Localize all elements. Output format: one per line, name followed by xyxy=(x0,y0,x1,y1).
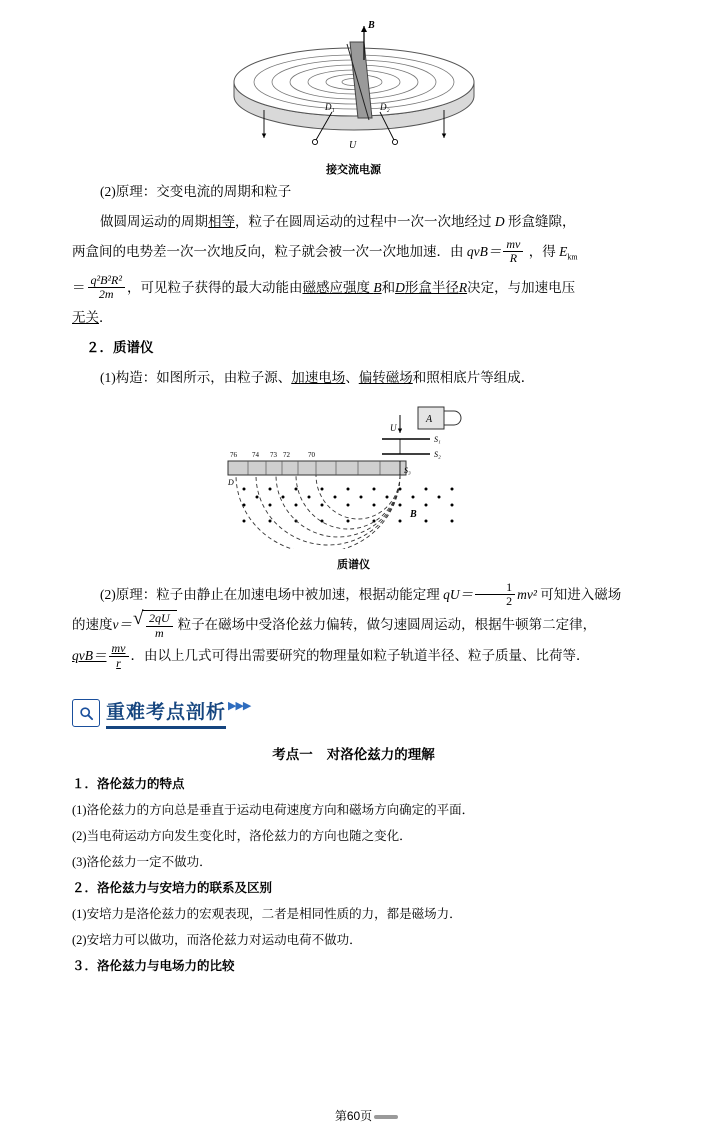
formula-qU: qU＝ xyxy=(443,586,474,602)
text-run: 形盒缝隙， xyxy=(508,214,576,229)
text-run: ，得 xyxy=(528,244,556,259)
fraction-numerator: √ 2qU xyxy=(149,611,170,626)
search-icon-glyph xyxy=(79,706,94,721)
underline-run: 相等 xyxy=(208,214,235,229)
kaodian-heading xyxy=(72,743,635,763)
label-S3: S₃ xyxy=(403,465,411,475)
scale-76: 76 xyxy=(229,450,237,459)
fraction-numerator: mv xyxy=(506,237,521,252)
list-item: (2)安培力可以做功，而洛伦兹力对运动电荷不做功． xyxy=(72,933,362,948)
text-run: 决定，与加速电压 xyxy=(467,279,576,295)
formula-v-equals: v＝ xyxy=(112,616,132,632)
underline-run: 无关 xyxy=(72,309,99,325)
section-banner xyxy=(72,697,635,729)
fraction-mv2-r xyxy=(109,642,129,669)
page-footer xyxy=(0,1107,707,1124)
cyclotron-diagram xyxy=(204,14,504,154)
fraction-denominator: 2 xyxy=(475,594,515,608)
scale-74: 74 xyxy=(251,450,259,459)
formula-qvB: qvB＝ xyxy=(466,244,502,259)
label-D: D xyxy=(227,477,234,487)
paragraph-principle-1 xyxy=(72,177,635,207)
text-run: ，可见粒子获得的最大动能由 xyxy=(126,279,303,295)
text-run: ．由以上几式可得出需要研究的物理量如粒子轨道半径、粒子质量、比荷等． xyxy=(130,648,590,664)
text-run: 交变电流的周期和粒子 xyxy=(156,184,292,199)
label-S2: S₂ xyxy=(433,449,441,459)
symbol-Ek: E xyxy=(559,244,568,259)
underline-run: 偏转磁场 xyxy=(358,369,413,385)
label-U: U xyxy=(389,422,396,433)
label-B: B xyxy=(409,508,417,520)
label-U: U xyxy=(348,140,356,151)
text-label: (2)原理： xyxy=(100,184,157,199)
formula-qvB: qvB＝ xyxy=(72,648,107,664)
fraction-denominator: r xyxy=(109,656,129,670)
paragraph-structure xyxy=(72,363,635,393)
text-run: 两盒间的电势差一次一次地反向，粒子就会被一次一次地加速．由 xyxy=(72,244,464,259)
fraction-numerator: mv xyxy=(111,641,126,656)
list-item: (2)当电荷运动方向发生变化时，洛伦兹力的方向也随之变化． xyxy=(72,829,412,844)
label-S1: S₁ xyxy=(433,434,441,444)
kaodian-label: 考点一 xyxy=(272,747,313,763)
text-run: 、 xyxy=(345,369,359,385)
text-run: (2)原理：粒子由静止在加速电场中被加速，根据动能定理 xyxy=(100,586,440,602)
fraction-one-half xyxy=(475,581,515,608)
figure1-caption: 接交流电源 xyxy=(326,164,381,176)
symbol-D: D xyxy=(494,214,505,229)
page-number-box xyxy=(335,1107,372,1124)
fraction-denominator: 2m xyxy=(88,287,125,301)
text-run: 和照相底片等组成． xyxy=(412,369,535,385)
fraction-q2B2R2-2m xyxy=(88,274,125,301)
label-D2: D₂ xyxy=(379,102,390,112)
label-B: B xyxy=(367,20,375,31)
figure2-caption: 质谱仪 xyxy=(337,558,370,571)
symbol-R: R xyxy=(458,279,468,295)
scale-70: 70 xyxy=(307,450,315,459)
heading-mass-spectrometer: ２．质谱仪 xyxy=(86,339,154,355)
scale-72: 72 xyxy=(282,450,290,459)
mass-spectrometer-diagram xyxy=(204,399,504,549)
heading-lorentz-features: １．洛伦兹力的特点 xyxy=(72,777,185,792)
text-run: 做圆周运动的周期 xyxy=(100,214,208,229)
text-run: 粒子在磁场中受洛伦兹力偏转，做匀速圆周运动，根据牛顿第二定律， xyxy=(177,616,597,632)
paragraph-spec-principle-3 xyxy=(72,641,635,671)
figure-cyclotron xyxy=(204,0,504,177)
symbol-B: B xyxy=(373,279,382,295)
symbol-D: D xyxy=(395,279,405,295)
list-item: (3)洛伦兹力一定不做功． xyxy=(72,855,212,870)
fraction-2qU-m xyxy=(146,612,173,639)
text-run: ． xyxy=(99,309,113,325)
paragraph-principle-2 xyxy=(72,207,635,237)
text-run: 可知进入磁场 xyxy=(540,586,622,602)
search-icon xyxy=(72,699,100,727)
paragraph-spec-principle-2 xyxy=(72,610,635,641)
kaodian-title: 对洛伦兹力的理解 xyxy=(326,747,435,763)
underline-run: 磁感应强度 xyxy=(302,279,370,295)
scale-73: 73 xyxy=(269,450,277,459)
banner-arrows-icon: ▶▶▶ xyxy=(228,700,251,713)
fraction-numerator: q²B²R² xyxy=(90,272,122,287)
paragraph-principle-4 xyxy=(72,273,635,303)
heading-lorentz-vs-electric: ３．洛伦兹力与电场力的比较 xyxy=(72,959,235,974)
page-number: 第60页 xyxy=(334,1109,373,1123)
footer-bar-decoration xyxy=(374,1115,398,1119)
paragraph-spec-principle-1 xyxy=(72,580,635,610)
paragraph-principle-3 xyxy=(72,237,635,273)
fraction-denominator: m xyxy=(146,626,173,640)
label-A: A xyxy=(425,413,432,425)
fraction-mv2-R xyxy=(503,238,523,265)
fraction-denominator: R xyxy=(503,251,523,265)
underline-run: 加速电场 xyxy=(291,369,346,385)
heading-lorentz-vs-ampere: ２．洛伦兹力与安培力的联系及区别 xyxy=(72,881,273,896)
symbol-Ek-sub: km xyxy=(567,252,578,262)
underline-run: 形盒半径 xyxy=(404,279,459,295)
formula-mv2: mv² xyxy=(517,586,537,602)
figure-mass-spectrometer xyxy=(204,399,504,572)
banner-title: 重难考点剖析 xyxy=(106,697,226,729)
text-run: ＝ xyxy=(72,279,86,295)
label-D1: D₁ xyxy=(324,102,335,112)
sqrt-2qU-over-m xyxy=(133,610,177,641)
text-run: ，粒子在圆周运动的过程中一次一次地经过 xyxy=(235,214,492,229)
paragraph-principle-5 xyxy=(72,303,635,333)
list-item: (1)安培力是洛伦兹力的宏观表现，二者是相同性质的力，都是磁场力． xyxy=(72,907,462,922)
text-run: 和 xyxy=(381,279,396,295)
list-item: (1)洛伦兹力的方向总是垂直于运动电荷速度方向和磁场方向确定的平面． xyxy=(72,803,475,818)
text-run: 的速度 xyxy=(72,616,113,632)
text-run: (1)构造：如图所示，由粒子源、 xyxy=(100,369,292,385)
fraction-numerator: 1 xyxy=(506,579,513,594)
